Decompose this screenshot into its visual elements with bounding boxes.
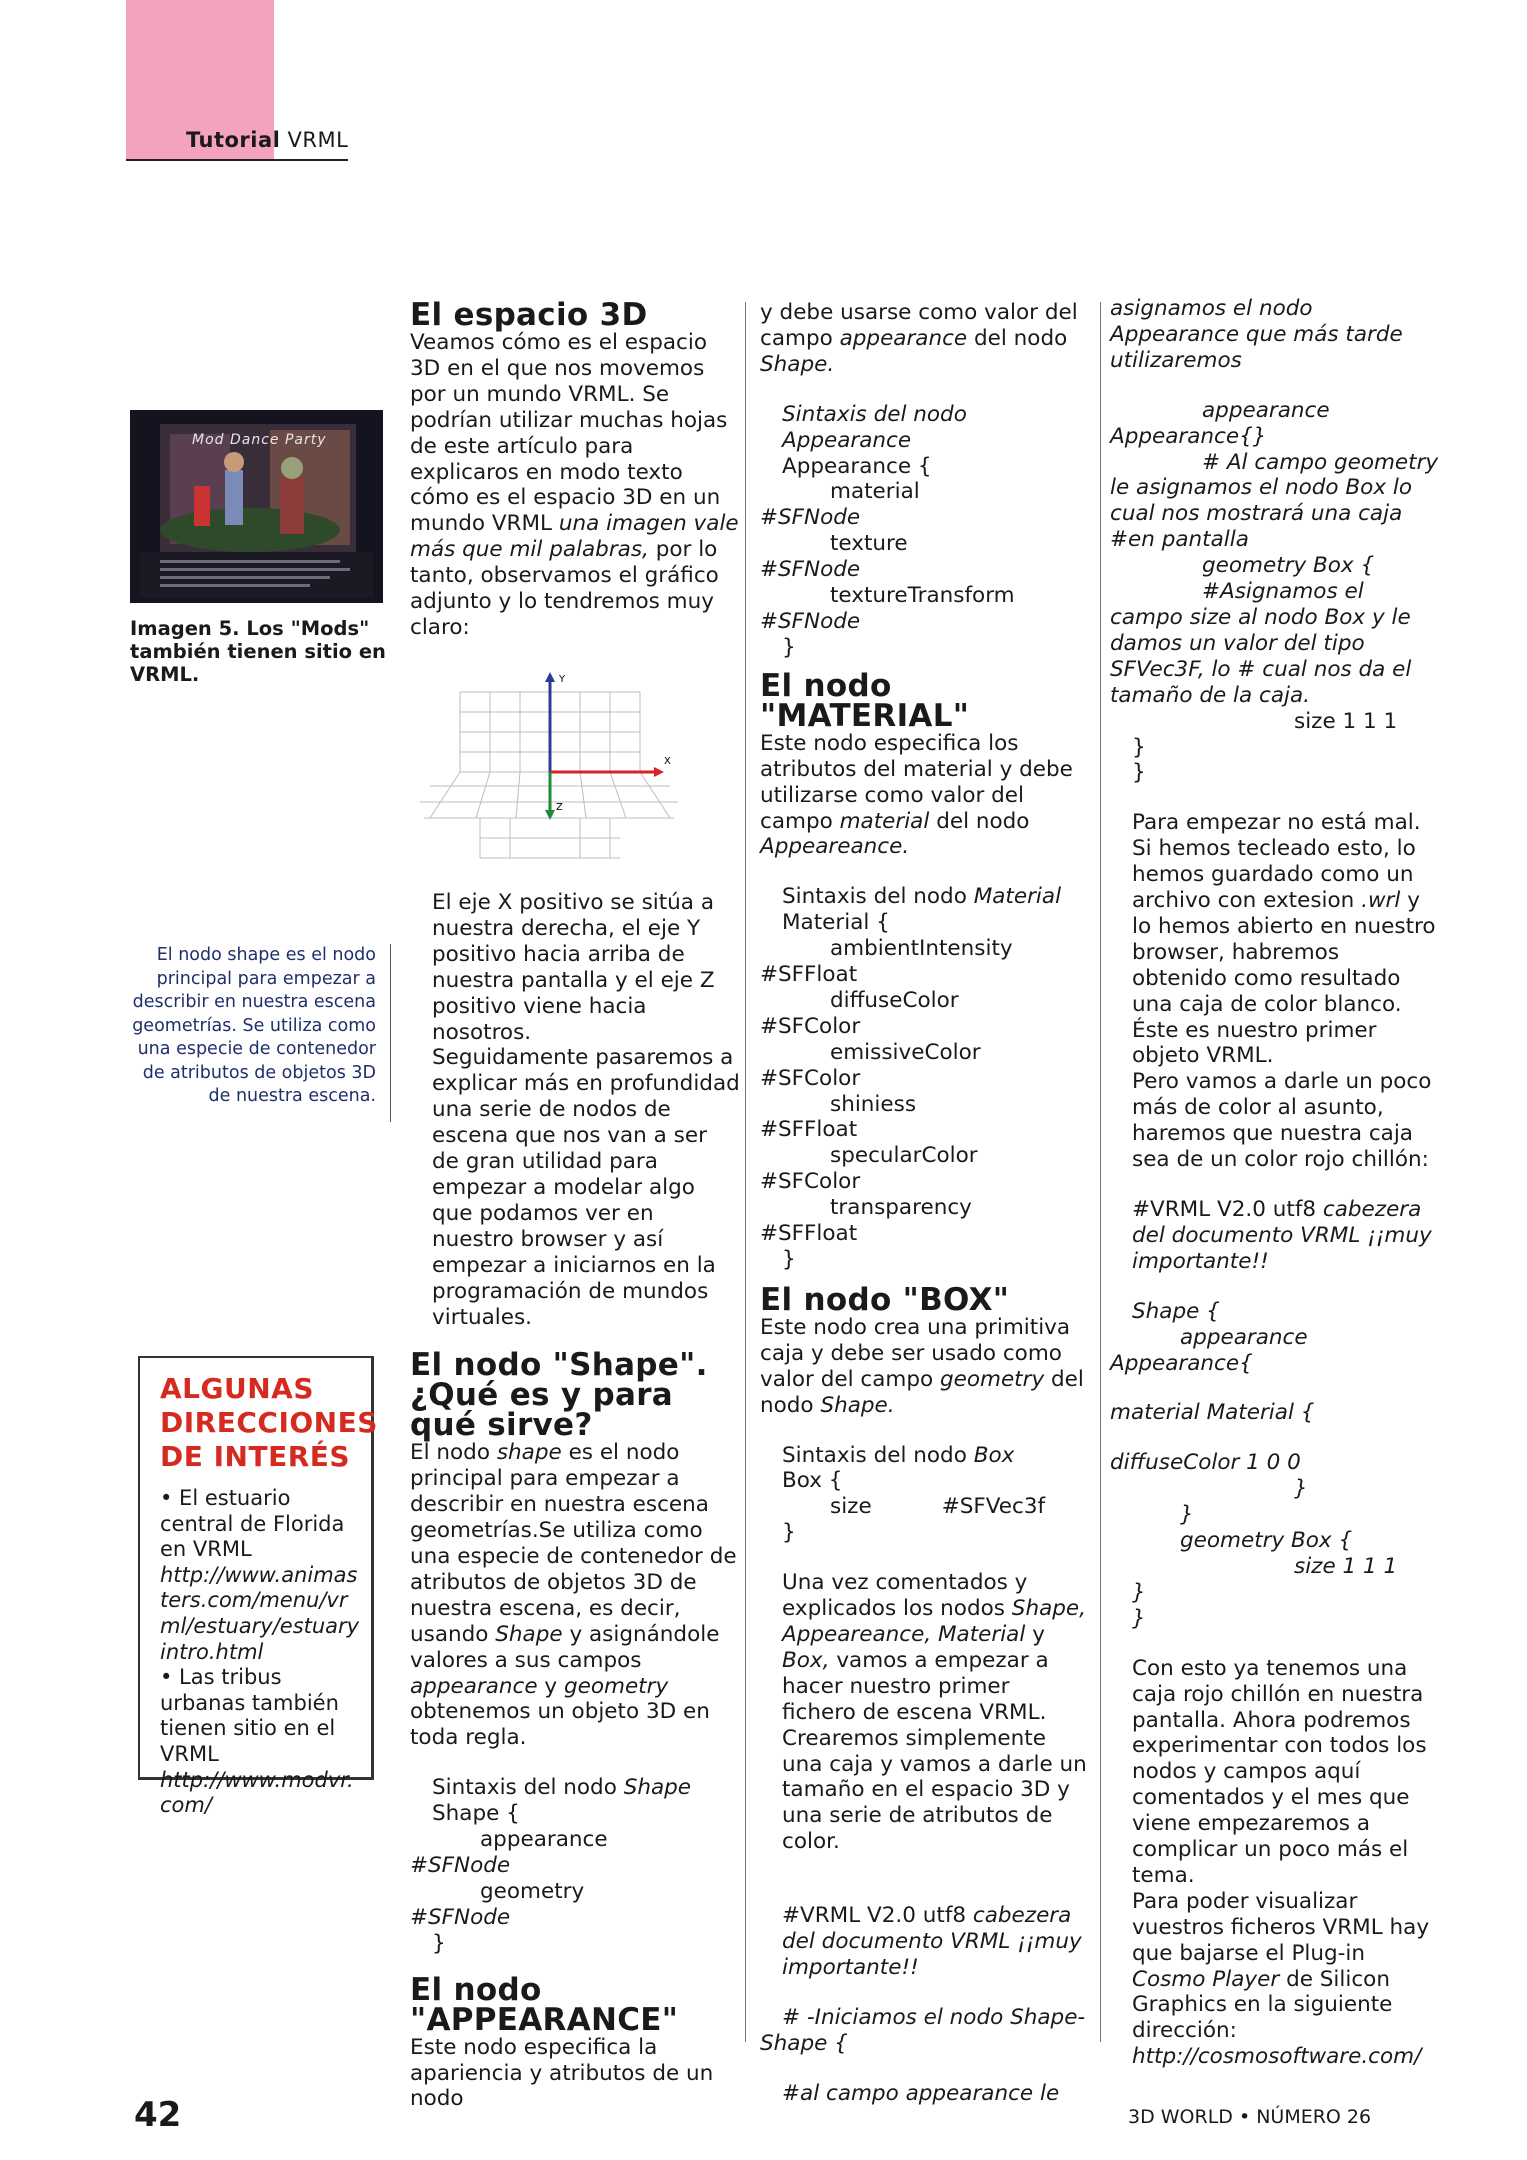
para-shape — [410, 1440, 740, 1751]
para-material — [760, 731, 1090, 861]
axis-label-y: Y — [559, 674, 566, 685]
syntax-box-line: Box { — [782, 1468, 843, 1494]
axis-diagram — [420, 668, 680, 868]
t: size — [830, 1494, 872, 1520]
column-rule-1 — [745, 302, 746, 2042]
axis-label-z: Z — [556, 802, 563, 813]
t: geometry — [939, 1366, 1045, 1392]
links-box-title: ALGUNAS DIRECCIONES DE INTERÉS — [160, 1372, 378, 1473]
syntax-mat-line: #SFFloat — [760, 1117, 858, 1143]
t: Shape — [623, 1775, 692, 1801]
axis-figure — [420, 668, 680, 872]
cosmo-url[interactable]: http://cosmosoftware.com/ — [1132, 2044, 1422, 2070]
syntax-shape-line: #SFNode — [410, 1904, 511, 1930]
t: de Silicon Graphics en la siguiente dirección: — [1132, 1966, 1393, 2044]
t: Box — [973, 1442, 1015, 1468]
syntax-app-title: Sintaxis del nodo Appearance — [782, 401, 967, 453]
para-seguidamente: Seguidamente pasaremos a explicar más en profundidad una serie de nodos de escena que nos van a ser de gran utilidad para empezar a modelar algo que podamos ver en nuestro browser y así empezar a iniciarnos en la programación de mundos virtuales. — [432, 1045, 740, 1330]
t: appearance — [839, 325, 968, 351]
code-line: size 1 1 1 — [1294, 708, 1398, 734]
code-line: diffuseColor 1 0 0 — [1110, 1450, 1301, 1476]
syntax-app-line: #SFNode — [760, 557, 861, 583]
syntax-shape-line: } — [432, 1930, 446, 1956]
t: Este nodo especifica los atributos del material y debe utilizarse como valor del campo — [760, 730, 1073, 834]
syntax-mat-line: emissiveColor — [830, 1039, 981, 1065]
pullquote: El nodo shape es el nodo principal para empezar a describir en nuestra escena geometrías. Se utiliza como una especie de contenedor de atributos de objetos 3D de nuestra escena. — [132, 945, 376, 1106]
t: .wrl — [1361, 888, 1401, 914]
t: shape — [496, 1440, 562, 1466]
link-url-2[interactable]: http://www.modvr.com/ — [160, 1767, 354, 1818]
image-caption: Imagen 5. Los "Mods" también tienen sitio en VRML. — [130, 617, 386, 686]
link-item-2: • Las tribus urbanas también tienen sitio en el VRML — [160, 1665, 339, 1766]
syntax-box-line — [760, 1494, 1090, 1520]
t: Para empezar no está mal. Si hemos tecleado esto, lo hemos guardado como un archivo con extesion — [1132, 810, 1421, 914]
code-line: Appearance{} — [1110, 423, 1267, 449]
axis-label-x: X — [664, 756, 671, 767]
header-rule — [126, 159, 348, 161]
t: Este nodo crea una primitiva caja y debe ser usado como valor del campo — [760, 1314, 1071, 1392]
t: #SFVec3f — [941, 1494, 1046, 1520]
t: vamos a empezar a hacer nuestro primer fichero de escena VRML. Crearemos simplemente una caja y vamos a darle un tamaño en el espacio 3D y una serie de atributos de color. — [782, 1647, 1087, 1855]
para-este: Éste es nuestro primer objeto VRML. — [1132, 1017, 1377, 1069]
syntax-app-line: textureTransform — [830, 583, 1015, 609]
t: #Asignamos el campo size al nodo Box y le damos un valor del tipo SFVec3F, lo # cual nos da el tamaño de la caja. — [1110, 579, 1412, 708]
t: y asignándole valores a sus campos — [410, 1621, 720, 1673]
column-rule-2 — [1100, 302, 1101, 2042]
code-line: Shape { — [760, 2030, 848, 2056]
t: Shape. — [760, 351, 835, 377]
para-appearance-cont — [760, 300, 1090, 378]
t: Para poder visualizar vuestros ficheros VRML hay que bajarse el Plug-in — [1132, 1888, 1430, 1966]
t: Material — [973, 884, 1062, 910]
t: Shape, Appeareance, Material — [782, 1596, 1086, 1647]
code-line: # -Iniciamos el nodo Shape- — [782, 2004, 1086, 2030]
t: y — [1032, 1621, 1045, 1647]
t: appearance — [410, 1673, 538, 1699]
code-line: } — [1132, 1605, 1146, 1631]
t: cabezera del documento VRML ¡¡muy importante!! — [1132, 1197, 1432, 1274]
para-empezar — [1110, 810, 1440, 1017]
heading-appearance: El nodo "APPEARANCE" — [410, 1971, 679, 2038]
syntax-box-title — [760, 1443, 1090, 1469]
t: Una vez comentados y explicados los nodos — [782, 1570, 1028, 1622]
t: Box, — [782, 1647, 830, 1673]
t: Cosmo Player — [1132, 1966, 1280, 1992]
links-box-list — [160, 1486, 363, 1819]
code-line — [1110, 579, 1440, 709]
photo-title: Mod Dance Party — [192, 432, 327, 448]
para-espacio — [410, 330, 740, 641]
t: del nodo — [936, 808, 1030, 834]
code-line: Appearance{ — [1110, 1350, 1253, 1376]
heading-material: El nodo "MATERIAL" — [760, 667, 970, 734]
t: # Al campo geometry le asignamos el nodo Box lo cual nos mostrará una caja #en pantalla — [1110, 449, 1439, 553]
syntax-mat-line: transparency — [830, 1195, 972, 1221]
syntax-shape-title — [410, 1775, 740, 1801]
t: Shape — [495, 1621, 563, 1647]
code-line: material Material { — [1110, 1400, 1315, 1426]
code-line — [1110, 1197, 1440, 1275]
para-box — [760, 1315, 1090, 1419]
t: geometry — [563, 1673, 669, 1699]
syntax-mat-line: #SFColor — [760, 1065, 861, 1091]
page-number: 42 — [134, 2095, 182, 2135]
t: #VRML V2.0 utf8 — [1132, 1197, 1317, 1222]
syntax-mat-line: Material { — [782, 910, 890, 936]
code-line: geometry Box { — [1180, 1528, 1353, 1554]
code-line — [760, 1903, 1090, 1981]
magazine-issue: 3D WORLD • NÚMERO 26 — [1128, 2106, 1372, 2128]
code-line: } — [1294, 1476, 1308, 1502]
column-1-top — [410, 294, 740, 641]
t: material — [839, 808, 930, 834]
para-espacio-b: por lo tanto, observamos el gráfico adjunto y lo tendremos muy claro: — [410, 537, 719, 640]
column-3 — [1110, 296, 1440, 2070]
column-1-bottom — [410, 890, 740, 2112]
t: y debe usarse como valor del campo — [760, 300, 1078, 351]
syntax-app-line: } — [782, 634, 796, 660]
code-line: } — [1132, 1579, 1146, 1605]
code-line: geometry Box { — [1202, 553, 1375, 579]
link-item-1: • El estuario central de Florida en VRML — [160, 1486, 345, 1562]
para-espacio-italic: una imagen vale más que mil palabras, — [410, 511, 739, 563]
code-line: } — [1132, 734, 1146, 760]
syntax-mat-line: diffuseColor — [830, 987, 959, 1013]
t: del nodo — [974, 325, 1068, 351]
syntax-app-line: texture — [830, 531, 908, 557]
t: Sintaxis del nodo — [432, 1775, 617, 1801]
header-topic: VRML — [287, 128, 349, 152]
t: Sintaxis del nodo — [782, 1442, 967, 1468]
para-espacio-a: Veamos cómo es el espacio 3D en el que nos movemos por un mundo VRML. Se podrían utilizar muchas hojas de este artículo para explicaros en modo texto cómo es el espacio 3D en un mundo VRML — [410, 330, 728, 537]
code-line — [1110, 450, 1440, 554]
syntax-mat-line: ambientIntensity — [830, 936, 1013, 962]
t: #VRML V2.0 utf8 — [782, 1903, 967, 1929]
syntax-shape-line: #SFNode — [410, 1853, 511, 1878]
t: Appeareance. — [760, 834, 910, 860]
syntax-mat-line: shiniess — [830, 1091, 917, 1117]
t: y lo hemos abierto en nuestro browser, habremos obtenido como resultado una caja de color blanco. — [1132, 888, 1436, 1017]
syntax-mat-line: #SFFloat — [760, 1221, 858, 1247]
syntax-shape-line: appearance — [480, 1827, 608, 1853]
syntax-app-line: #SFNode — [760, 608, 861, 634]
syntax-mat-line: #SFColor — [760, 1169, 861, 1195]
code-line: size 1 1 1 — [1294, 1553, 1398, 1579]
heading-box: El nodo "BOX" — [760, 1281, 1010, 1318]
pullquote-rule — [390, 944, 391, 1122]
para-una-vez — [760, 1570, 1090, 1855]
syntax-app-line: #SFNode — [760, 505, 861, 531]
code-line: Shape { — [1132, 1298, 1220, 1324]
heading-shape: El nodo "Shape". ¿Qué es y para qué sirve? — [410, 1347, 708, 1444]
code-line: asignamos el nodo Appearance que más tarde utilizaremos — [1110, 296, 1403, 373]
syntax-app-line: material — [830, 479, 920, 505]
links-box — [138, 1356, 378, 1818]
code-line: #al campo appearance le — [782, 2080, 1060, 2106]
code-line: appearance — [1202, 397, 1330, 423]
syntax-mat-line: #SFFloat — [760, 962, 858, 988]
t: Shape. — [820, 1392, 895, 1418]
column-2 — [760, 300, 1090, 2107]
t: y — [544, 1673, 558, 1699]
header-label — [186, 128, 348, 152]
code-line: } — [1180, 1502, 1194, 1528]
para-eje: El eje X positivo se sitúa a nuestra derecha, el eje Y positivo hacia arriba de nuestra pantalla y el eje Z positivo viene hacia nosotros. — [432, 890, 715, 1045]
syntax-shape-line: geometry — [480, 1878, 585, 1904]
syntax-mat-line: specularColor — [830, 1143, 978, 1169]
t: Sintaxis del nodo — [782, 884, 967, 910]
code-line: } — [1132, 760, 1146, 786]
header-section: Tutorial — [186, 128, 281, 152]
code-line: appearance — [1180, 1324, 1308, 1350]
syntax-mat-line: } — [782, 1247, 796, 1272]
t: del nodo — [760, 1366, 1084, 1418]
syntax-app-line: Appearance { — [782, 453, 932, 479]
t: cabezera del documento VRML ¡¡muy importante!! — [782, 1903, 1082, 1980]
para-para-poder — [1110, 1889, 1440, 2044]
syntax-mat-line: #SFColor — [760, 1013, 861, 1039]
para-pero: Pero vamos a darle un poco más de color al asunto, haremos que nuestra caja sea de un color rojo chillón: — [1132, 1069, 1432, 1173]
t: obtenemos un objeto 3D en toda regla. — [410, 1699, 710, 1751]
syntax-mat-title — [760, 884, 1090, 910]
t: El nodo — [410, 1440, 490, 1466]
syntax-box-line: } — [782, 1520, 796, 1546]
para-appearance: Este nodo especifica la apariencia y atributos de un nodo — [410, 2034, 714, 2112]
heading-espacio-3d: El espacio 3D — [410, 297, 648, 333]
para-con-esto: Con esto ya tenemos una caja rojo chillón en nuestra pantalla. Ahora podremos experimentar con todos los nodos y campos aquí comentados y el mes que viene empezaremos a complicar un poco más el tema. — [1132, 1655, 1427, 1888]
syntax-shape-line: Shape { — [432, 1801, 520, 1827]
link-url-1[interactable]: http://www.animasters.com/menu/vrml/estuary/estuaryintro.html — [160, 1562, 360, 1664]
mods-photo — [130, 410, 383, 603]
t: es el nodo principal para empezar a describir en nuestra escena geometrías.Se utiliza como una especie de contenedor de atributos de objetos 3D de nuestra escena, es decir, usando — [410, 1440, 737, 1647]
